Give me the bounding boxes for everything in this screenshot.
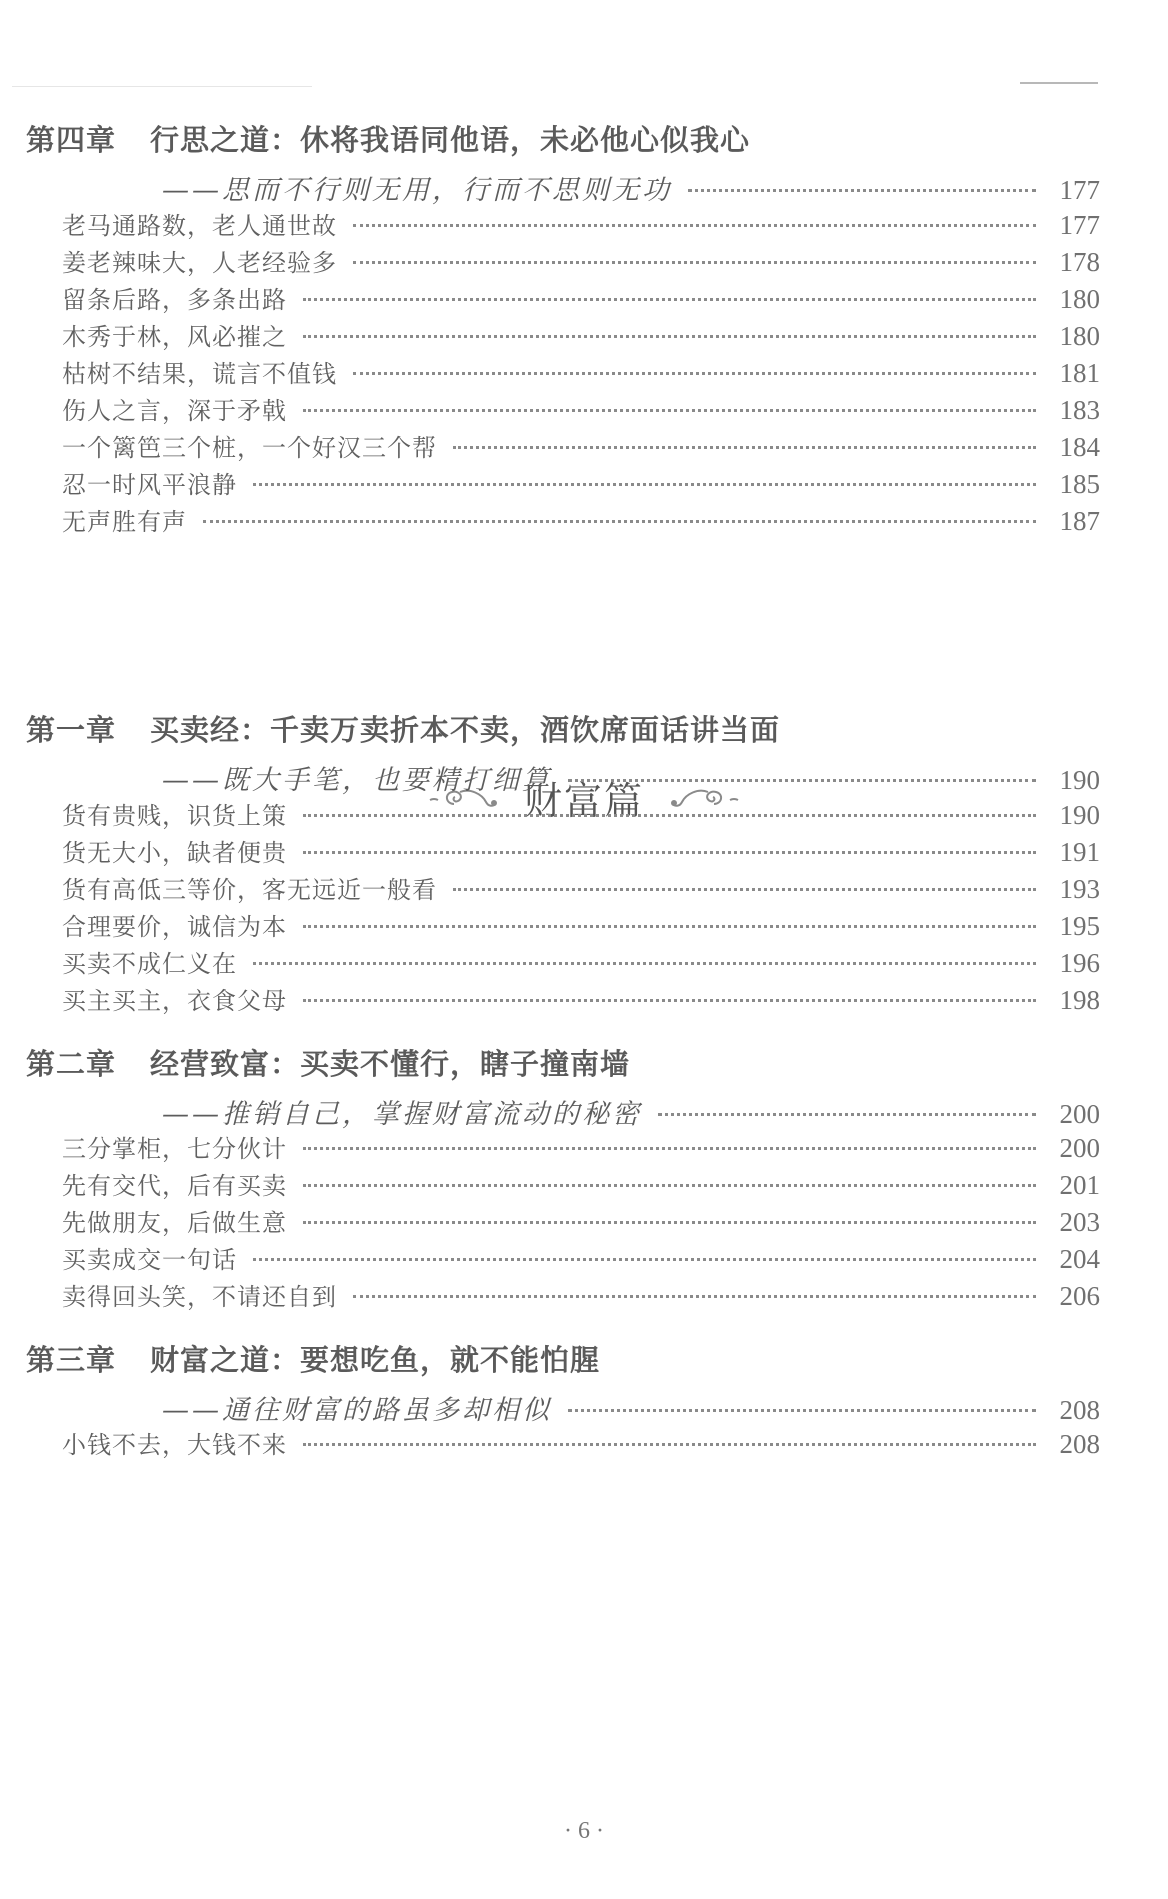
dot-leader <box>253 962 1036 965</box>
page-ref: 193 <box>1059 874 1100 904</box>
entry-title: 先有交代，后有买卖 <box>62 1172 287 1200</box>
toc-entry[interactable] <box>62 944 1100 979</box>
toc-entry[interactable] <box>62 354 1100 389</box>
page-ref: 190 <box>1059 800 1100 830</box>
page-ref: 184 <box>1059 432 1100 462</box>
dot-leader <box>353 1295 1036 1298</box>
header-rule-left <box>12 86 312 87</box>
toc-subtitle-entry[interactable] <box>162 1388 1100 1427</box>
chapter-number: 第四章 <box>26 123 117 157</box>
page-ref: 201 <box>1059 1170 1100 1200</box>
page-ref: 204 <box>1059 1244 1100 1274</box>
page-ref: 183 <box>1059 395 1100 425</box>
toc-entry[interactable] <box>62 206 1100 241</box>
chapter-number: 第一章 <box>26 713 117 747</box>
part-title: 财富篇 <box>523 779 644 823</box>
toc-subtitle-entry[interactable] <box>162 1092 1100 1131</box>
page-ref: 185 <box>1059 469 1100 499</box>
entry-title: 先做朋友，后做生意 <box>62 1209 287 1237</box>
dot-leader <box>303 1221 1036 1224</box>
header-rule-right <box>1020 82 1098 84</box>
subtitle-text: ——既大手笔，也要精打细算 <box>162 765 552 796</box>
dot-leader <box>303 925 1036 928</box>
entry-title: 无声胜有声 <box>62 508 187 536</box>
chapter-title: 买卖经：千卖万卖折本不卖，酒饮席面话讲当面 <box>150 713 781 747</box>
dot-leader <box>453 446 1036 449</box>
dot-leader <box>353 372 1036 375</box>
entry-title: 姜老辣味大，人老经验多 <box>62 249 337 277</box>
dot-leader <box>303 298 1036 301</box>
entry-title: 货有高低三等价，客无远近一般看 <box>62 876 437 904</box>
page-ref: 200 <box>1059 1099 1100 1129</box>
page-ref: 180 <box>1059 284 1100 314</box>
entry-title: 忍一时风平浪静 <box>62 471 237 499</box>
toc-entry[interactable] <box>62 796 1100 831</box>
chapter-heading <box>26 1042 630 1083</box>
toc-entry[interactable] <box>62 1203 1100 1238</box>
dot-leader <box>353 261 1036 264</box>
chapter-heading <box>26 118 750 159</box>
entry-title: 买卖不成仁义在 <box>62 950 237 978</box>
toc-entry[interactable] <box>62 391 1100 426</box>
toc-entry[interactable] <box>62 1240 1100 1275</box>
page-ref: 196 <box>1059 948 1100 978</box>
entry-title: 木秀于林，风必摧之 <box>62 323 287 351</box>
entry-title: 留条后路，多条出路 <box>62 286 287 314</box>
toc-subtitle-entry[interactable] <box>162 168 1100 207</box>
entry-title: 卖得回头笑，不请还自到 <box>62 1283 337 1311</box>
toc-entry[interactable] <box>62 502 1100 537</box>
chapter-heading <box>26 1338 600 1379</box>
dot-leader <box>253 1258 1036 1261</box>
dot-leader <box>688 189 1036 192</box>
chapter-number: 第三章 <box>26 1343 117 1377</box>
page-ref: 191 <box>1059 837 1100 867</box>
toc-entry[interactable] <box>62 465 1100 500</box>
toc-entry[interactable] <box>62 907 1100 942</box>
dot-leader <box>658 1113 1036 1116</box>
toc-entry[interactable] <box>62 1277 1100 1312</box>
dot-leader <box>453 888 1036 891</box>
entry-title: 老马通路数，老人通世故 <box>62 212 337 240</box>
page-ref: 208 <box>1059 1395 1100 1425</box>
page-ref: 200 <box>1059 1133 1100 1163</box>
page-ref: 190 <box>1059 765 1100 795</box>
dot-leader <box>303 814 1036 817</box>
page-ref: 206 <box>1059 1281 1100 1311</box>
entry-title: 伤人之言，深于矛戟 <box>62 397 287 425</box>
entry-title: 合理要价，诚信为本 <box>62 913 287 941</box>
page-ref: 178 <box>1059 247 1100 277</box>
toc-entry[interactable] <box>62 981 1100 1016</box>
page-ref: 203 <box>1059 1207 1100 1237</box>
toc-entry[interactable] <box>62 1425 1100 1460</box>
toc-subtitle-entry[interactable] <box>162 758 1100 797</box>
page-ref: 195 <box>1059 911 1100 941</box>
toc-entry[interactable] <box>62 1129 1100 1164</box>
dot-leader <box>253 483 1036 486</box>
subtitle-text: ——思而不行则无用，行而不思则无功 <box>162 175 672 206</box>
entry-title: 货有贵贱，识货上策 <box>62 802 287 830</box>
toc-entry[interactable] <box>62 870 1100 905</box>
page-ref: 177 <box>1059 175 1100 205</box>
toc-entry[interactable] <box>62 1166 1100 1201</box>
dot-leader <box>568 1409 1036 1412</box>
entry-title: 一个篱笆三个桩，一个好汉三个帮 <box>62 434 437 462</box>
dot-leader <box>303 1184 1036 1187</box>
page-ref: 177 <box>1059 210 1100 240</box>
chapter-number: 第二章 <box>26 1047 117 1081</box>
toc-entry[interactable] <box>62 833 1100 868</box>
dot-leader <box>203 520 1036 523</box>
dot-leader <box>303 851 1036 854</box>
toc-entry[interactable] <box>62 428 1100 463</box>
dot-leader <box>353 224 1036 227</box>
dot-leader <box>303 1147 1036 1150</box>
entry-title: 买主买主，衣食父母 <box>62 987 287 1015</box>
entry-title: 小钱不去，大钱不来 <box>62 1431 287 1459</box>
chapter-title: 行思之道：休将我语同他语，未必他心似我心 <box>150 123 751 157</box>
entry-title: 货无大小，缺者便贵 <box>62 839 287 867</box>
entry-title: 买卖成交一句话 <box>62 1246 237 1274</box>
dot-leader <box>303 335 1036 338</box>
page-ref: 180 <box>1059 321 1100 351</box>
entry-title: 枯树不结果，谎言不值钱 <box>62 360 337 388</box>
toc-entry[interactable] <box>62 243 1100 278</box>
subtitle-text: ——通往财富的路虽多却相似 <box>162 1395 552 1426</box>
chapter-title: 经营致富：买卖不懂行，瞎子撞南墙 <box>150 1047 631 1081</box>
dot-leader <box>303 409 1036 412</box>
toc-entry[interactable] <box>62 317 1100 352</box>
chapter-heading <box>26 708 780 749</box>
dot-leader <box>303 1443 1036 1446</box>
dot-leader <box>568 779 1036 782</box>
page-ref: 198 <box>1059 985 1100 1015</box>
chapter-title: 财富之道：要想吃鱼，就不能怕腥 <box>150 1343 601 1377</box>
subtitle-text: ——推销自己，掌握财富流动的秘密 <box>162 1099 642 1130</box>
page-number: · 6 · <box>564 1818 604 1844</box>
dot-leader <box>303 999 1036 1002</box>
toc-entry[interactable] <box>62 280 1100 315</box>
page-ref: 181 <box>1059 358 1100 388</box>
entry-title: 三分掌柜，七分伙计 <box>62 1135 287 1163</box>
page-ref: 208 <box>1059 1429 1100 1459</box>
page-ref: 187 <box>1059 506 1100 536</box>
